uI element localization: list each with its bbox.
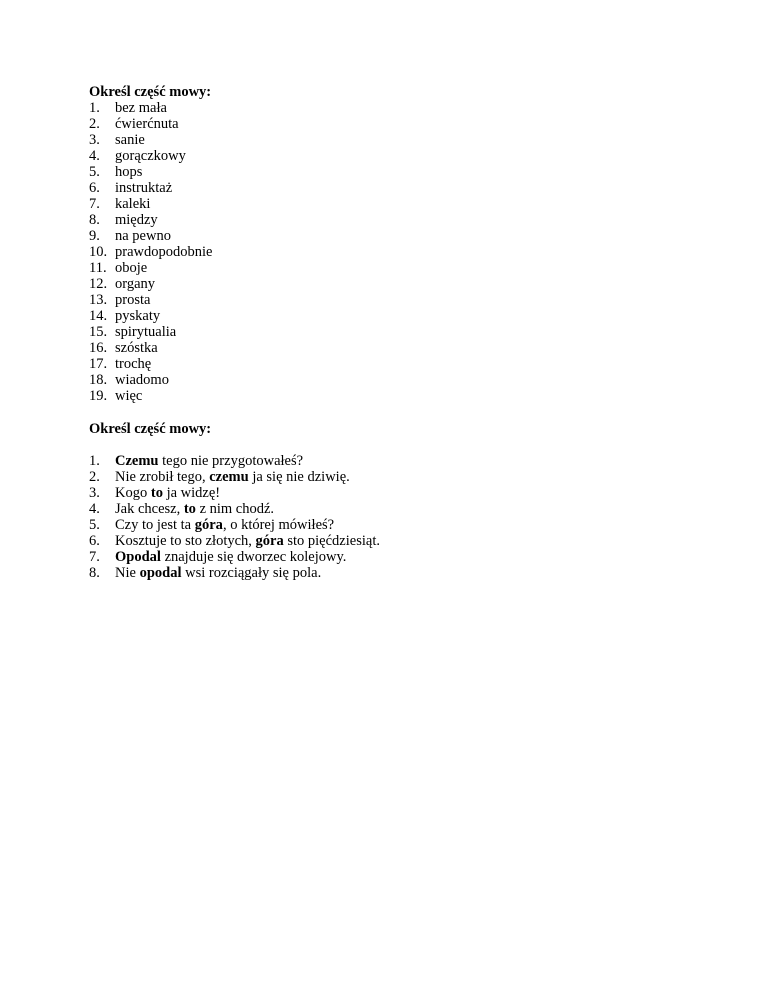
sentence-text <box>115 533 380 549</box>
highlighted-word: opodal <box>139 565 182 581</box>
item-number: 6. <box>89 533 100 549</box>
list-item <box>89 180 689 196</box>
item-text: kaleki <box>115 196 151 212</box>
list-item <box>89 148 689 164</box>
item-number: 5. <box>89 164 100 180</box>
word-list <box>89 100 689 404</box>
item-number: 16. <box>89 340 108 356</box>
item-text: ćwierćnuta <box>115 116 179 132</box>
item-number: 4. <box>89 148 100 164</box>
list-item <box>89 372 689 388</box>
list-item <box>89 453 689 469</box>
sentence-prefix: Czy to jest ta <box>115 517 195 533</box>
item-number: 5. <box>89 517 100 533</box>
sentence-text <box>115 549 346 565</box>
item-number: 11. <box>89 260 107 276</box>
item-number: 7. <box>89 549 100 565</box>
list-item <box>89 388 689 404</box>
item-number: 17. <box>89 356 108 372</box>
item-text: wiadomo <box>115 372 169 388</box>
item-number: 7. <box>89 196 100 212</box>
item-number: 1. <box>89 100 100 116</box>
item-text: instruktaż <box>115 180 173 196</box>
sentence-text <box>115 565 321 581</box>
item-number: 6. <box>89 180 100 196</box>
list-item <box>89 501 689 517</box>
sentence-suffix: wsi rozciągały się pola. <box>181 565 322 581</box>
list-item <box>89 340 689 356</box>
item-text: bez mała <box>115 100 167 116</box>
sentence-prefix: Nie <box>115 565 140 581</box>
list-item <box>89 356 689 372</box>
sentence-suffix: z nim chodź. <box>195 501 275 517</box>
highlighted-word: czemu <box>209 469 249 485</box>
list-item <box>89 100 689 116</box>
item-number: 18. <box>89 372 108 388</box>
item-number: 2. <box>89 469 100 485</box>
item-text: więc <box>115 388 143 404</box>
list-item <box>89 212 689 228</box>
item-text: pyskaty <box>115 308 161 324</box>
sentence-prefix: Jak chcesz, <box>115 501 184 517</box>
document-page <box>89 84 689 581</box>
sentence-list <box>89 453 689 581</box>
item-number: 3. <box>89 485 100 501</box>
list-item <box>89 469 689 485</box>
list-item <box>89 196 689 212</box>
item-text: oboje <box>115 260 148 276</box>
list-item <box>89 244 689 260</box>
sentence-suffix: tego nie przygotowałeś? <box>158 453 304 469</box>
highlighted-word: góra <box>194 517 223 533</box>
sentence-suffix: sto pięćdziesiąt. <box>283 533 380 549</box>
item-number: 13. <box>89 292 108 308</box>
list-item <box>89 164 689 180</box>
sentence-suffix: ja widzę! <box>162 485 221 501</box>
item-number: 12. <box>89 276 108 292</box>
item-number: 14. <box>89 308 108 324</box>
sentence-prefix: Kosztuje to sto złotych, <box>115 533 256 549</box>
item-text: sanie <box>115 132 145 148</box>
sentence-text <box>115 453 303 469</box>
item-number: 19. <box>89 388 108 404</box>
list-item <box>89 132 689 148</box>
list-item <box>89 565 689 581</box>
list-item <box>89 549 689 565</box>
item-number: 3. <box>89 132 100 148</box>
item-text: między <box>115 212 158 228</box>
section-1-heading: Określ część mowy: <box>89 84 212 100</box>
item-number: 10. <box>89 244 108 260</box>
sentence-suffix: znajduje się dworzec kolejowy. <box>160 549 347 565</box>
item-text: spirytualia <box>115 324 177 340</box>
list-item <box>89 517 689 533</box>
item-text: trochę <box>115 356 152 372</box>
sentence-suffix: ja się nie dziwię. <box>248 469 350 485</box>
highlighted-word: to <box>183 501 196 517</box>
item-text: prosta <box>115 292 151 308</box>
item-text: organy <box>115 276 156 292</box>
item-number: 8. <box>89 212 100 228</box>
item-text: szóstka <box>115 340 158 356</box>
list-item <box>89 116 689 132</box>
sentence-text <box>115 501 274 517</box>
list-item <box>89 276 689 292</box>
sentence-text <box>115 517 334 533</box>
item-number: 9. <box>89 228 100 244</box>
list-item <box>89 324 689 340</box>
highlighted-word: Czemu <box>115 453 159 469</box>
sentence-prefix: Nie zrobił tego, <box>115 469 210 485</box>
list-item <box>89 485 689 501</box>
list-item <box>89 260 689 276</box>
item-text: hops <box>115 164 143 180</box>
item-number: 8. <box>89 565 100 581</box>
item-number: 15. <box>89 324 108 340</box>
highlighted-word: góra <box>255 533 284 549</box>
list-item <box>89 228 689 244</box>
sentence-text <box>115 469 350 485</box>
item-number: 4. <box>89 501 100 517</box>
sentence-suffix: , o której mówiłeś? <box>222 517 335 533</box>
sentence-text <box>115 485 220 501</box>
item-text: prawdopodobnie <box>115 244 213 260</box>
item-text: gorączkowy <box>115 148 186 164</box>
item-text: na pewno <box>115 228 171 244</box>
list-item <box>89 292 689 308</box>
sentence-prefix: Kogo <box>115 485 151 501</box>
list-item <box>89 308 689 324</box>
highlighted-word: to <box>150 485 163 501</box>
section-2-heading: Określ część mowy: <box>89 421 212 437</box>
highlighted-word: Opodal <box>115 549 161 565</box>
list-item <box>89 533 689 549</box>
item-number: 2. <box>89 116 100 132</box>
item-number: 1. <box>89 453 100 469</box>
